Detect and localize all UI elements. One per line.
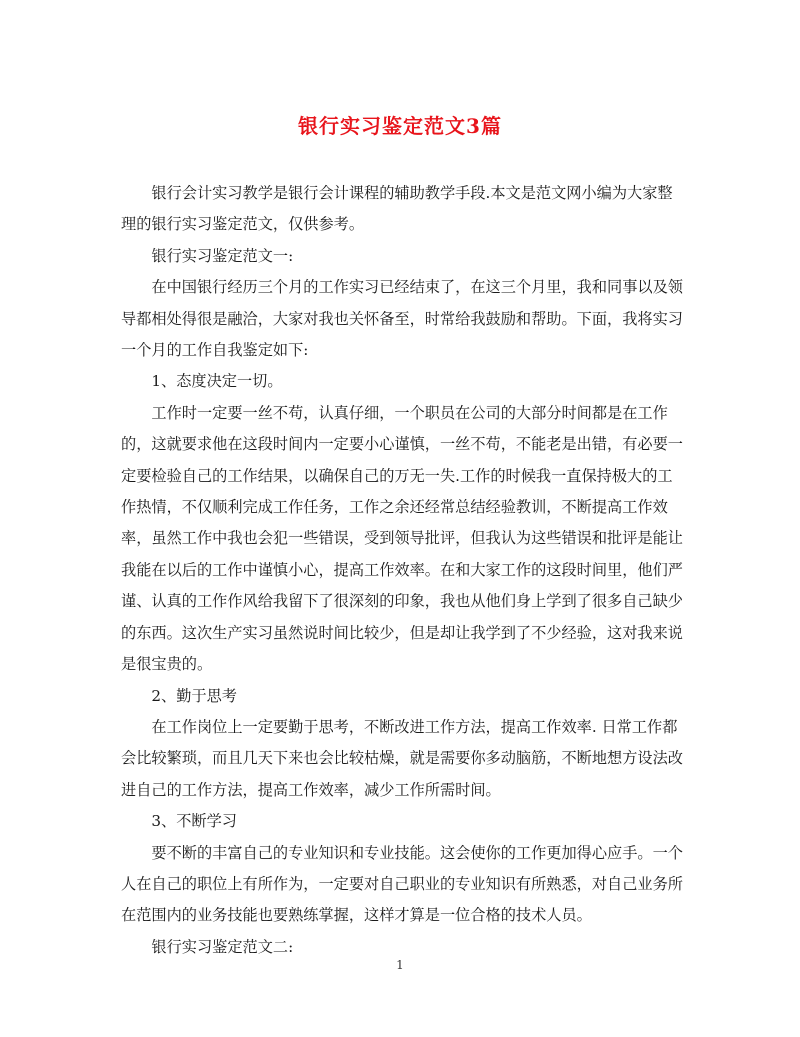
paragraph-point-1-body: 工作时一定要一丝不苟，认真仔细，一个职员在公司的大部分时间都是在工作的，这就要求他在这段时间内一定要小心谨慎，一丝不苟，不能老是出错，有必要一定要检验自己的工作结果，以确保自己的万无一失.工作的时候我一直保持极大的工作热情，不仅顺利完成工作任务，工作之余还经常总结经验教训，不断提高工作效率，虽然工作中我也会犯一些错误，受到领导批评，但我认为这些错误和批评是能让我能在以后的工作中谨慎小心，提高工作效率。在和大家工作的这段时间里，他们严谨、认真的工作作风给我留下了很深刻的印象，我也从他们身上学到了很多自己缺少的东西。这次生产实习虽然说时间比较少，但是却让我学到了不少经验，这对我来说是很宝贵的。 — [121, 403, 683, 674]
paragraph-heading-sample-1: 银行实习鉴定范文一: — [151, 246, 294, 265]
paragraph-point-3-heading: 3、不断学习 — [151, 812, 237, 831]
paragraph-heading-sample-2: 银行实习鉴定范文二: — [151, 937, 294, 956]
paragraph-point-1-heading: 1、态度决定一切。 — [151, 372, 283, 391]
paragraph-intro: 银行会计实习教学是银行会计课程的辅助教学手段.本文是范文网小编为大家整理的银行实习鉴定范文，仅供参考。 — [121, 184, 673, 234]
page-number: 1 — [396, 958, 404, 972]
paragraph-point-3-body: 要不断的丰富自己的专业知识和专业技能。这会使你的工作更加得心应手。一个人在自己的职位上有所作为，一定要对自己职业的专业知识有所熟悉，对自己业务所在范围内的业务技能也要熟练掌握，这样才算是一位合格的技术人员。 — [121, 843, 683, 925]
paragraph-sample-1-intro: 在中国银行经历三个月的工作实习已经结束了，在这三个月里，我和同事以及领导都相处得很是融洽，大家对我也关怀备至，时常给我鼓励和帮助。下面，我将实习一个月的工作自我鉴定如下: — [121, 278, 683, 360]
document-body — [121, 178, 683, 963]
paragraph-point-2-body: 在工作岗位上一定要勤于思考，不断改进工作方法，提高工作效率. 日常工作都会比较繁琐，而且几天下来也会比较枯燥，就是需要你多动脑筋，不断地想方设法改进自己的工作方法，提高工作效率，减少工作所需时间。 — [121, 717, 683, 799]
document-title: 银行实习鉴定范文3篇 — [298, 114, 502, 138]
paragraph-point-2-heading: 2、勤于思考 — [151, 686, 237, 705]
